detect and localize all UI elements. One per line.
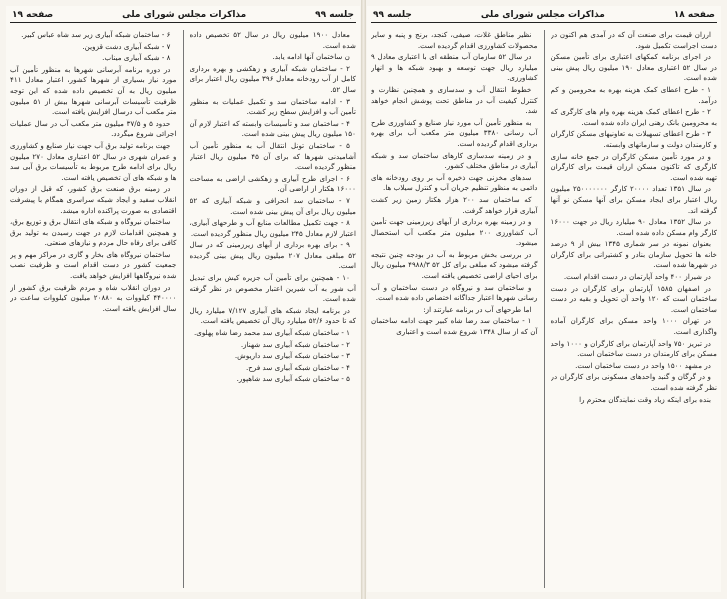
paragraph: ۵ - ساختمان تونل انتقال آب به منظور تأمین آب آشامیدنی شهرها که برای آن ۴۵ میلیون ریال اعتبار منظور گردیده است. <box>189 140 356 172</box>
paragraph: ۳ - ادامه ساختمان سد و تکمیل عملیات به منظور تأمین آب و افزایش سطح زیر کشت. <box>189 96 356 117</box>
paragraph: ۹ - برای بهره برداری از آبهای زیرزمینی که در سال ۵۲ مبلغی معادل ۲۰۷ میلیون ریال پیش بینی گردیده است. <box>189 240 356 271</box>
paragraph: ۶ - ساختمان شبکه آبیاری زیر سد شاه عباس کبیر. <box>21 30 171 39</box>
paragraph: ۱ - ساختمان سد رضا شاه کبیر جهت ادامه ساختمان آن که از سال ۱۳۴۸ شروع شده است و اعتباری <box>371 316 538 337</box>
text-column-right <box>190 30 357 588</box>
book-gutter <box>361 0 366 599</box>
paragraph: در شیراز ۴۰۰ واحد آپارتمان در دست اقدام است. <box>563 272 711 282</box>
paragraph: در زمینه برق صنعت برق کشور، که قبل از دوران انقلاب سفید و ایجاد شبکه سراسری همگام با پیشرفت اقتصادی به صورت پراکنده اداره میشد. <box>10 184 177 215</box>
paragraph: و در زمینه سدسازی کارهای ساختمان سد و شبکه آبیاری در مناطق مختلف کشور. <box>371 150 538 171</box>
page-number: صفحه ۱۹ <box>12 10 54 20</box>
paragraph: ۶ - اجرای طرح آبیاری و زهکشی اراضی به مساحت ۱۶۰۰۰ هکتار از اراضی آن. <box>189 173 356 194</box>
paragraph: ۱ - ساختمان شبکه آبیاری سد محمد رضا شاه پهلوی. <box>193 328 350 338</box>
paragraph: و در مورد تأمین مسکن کارگران در جمع خانه سازی کارگری که تاکنون مسکن ارزان قیمت برای کارگران تهیه شده است. <box>550 151 717 182</box>
paragraph: در اجرای برنامه کمکهای اعتباری برای تأمین مسکن در سال ۵۲ اعتباری معادل ۱۹۰ میلیون ریال پیش بینی شده است. <box>550 52 717 83</box>
session-label: جلسه ۹۹ <box>373 10 412 20</box>
page-19 <box>6 6 360 592</box>
paragraph: در مشهد ۱۵۰۰ واحد در دست ساختمان است. <box>575 360 711 370</box>
text-column-right <box>551 30 718 588</box>
paragraph: بعنوان نمونه در سر شماری ۱۳۴۵ بیش از ۹ درصد خانه ها تحویل سازمان بنادر و کشتیرانی برای کارگران در شهرها شده است. <box>550 239 717 270</box>
header-rule <box>371 22 717 23</box>
paragraph: ۸ - جهت تکمیل مطالعات منابع آب و طرحهای آبیاری، اعتبار لازم معادل ۲۴۵ میلیون ریال منظور گردیده است. <box>189 218 356 238</box>
paragraph: به منظور تأمین آب مورد نیاز صنایع و کشاورزی طرح آب رسانی ۳۳۸۰ میلیون متر مکعب آب برای بهره برداری اقدام گردیده است. <box>371 117 538 148</box>
text-column-left <box>371 30 538 588</box>
paragraph: و ساختمان سد و نیروگاه در دست ساختمان و آب رسانی شهرها اعتبار جداگانه اختصاص داده شده است. <box>371 282 538 303</box>
session-label: جلسه ۹۹ <box>315 10 354 20</box>
paragraph: در بررسی بخش مربوط به آب در بودجه چنین نتیجه گرفته میشود که مبلغی برای کل ۵۲ ۴۹۸۸/۳ میلیون ریال برای احیای اراضی تخصیص یافته است. <box>371 249 538 281</box>
paragraph: در تهران ۱۰۰۰ واحد مسکن برای کارگران آماده واگذاری است. <box>550 316 717 337</box>
paragraph: ۱۰ - همچنین برای تأمین آب جزیره کیش برای تبدیل آب شور به آب شیرین اعتبار مخصوص در نظر گرفته شده است. <box>189 273 356 304</box>
paragraph: در دوران انقلاب شاه و مردم ظرفیت برق کشور از ۴۴۰۰۰۰ کیلووات به ۲۰۸۸۰ میلیون کیلووات ساعت در سال افزایش یافته است. <box>10 282 177 313</box>
header-title: مذاکرات مجلس شورای ملی <box>122 10 247 20</box>
page-18 <box>367 6 721 592</box>
paragraph: ۸ - شبکه آبیاری میناب. <box>102 53 171 63</box>
paragraph: ن ساختمان آنها ادامه یابد. <box>272 52 350 62</box>
paragraph: ۴ - ساختمان شبکه آبیاری سد فرح. <box>245 362 350 372</box>
paragraph: معادل ۱۹۰۰ میلیون ریال در سال ۵۲ تخصیص داده شده است. <box>189 30 356 50</box>
page-header <box>6 6 360 24</box>
paragraph: ۲ - طرح اعطای کمک هزینه بهره وام های کارگری که به محرومین بانک رهنی ایران داده شده است. <box>550 107 717 127</box>
paragraph: حدود ۵ و ۳۷/۵ میلیون متر مکعب آب در سال عملیات اجرائی شروع میگردد. <box>10 118 177 139</box>
paragraph: در دوره برنامه آبرسانی شهرها به منظور تأمین آب مورد نیاز بسیاری از شهرها کشور، اعتبار معادل ۴۱۱ میلیون ریال به آن تخصیص داده شده که این توجه ظرفیت تأسیسات آبرسانی شهرها بیش از ۵۱ میلیون متر مکعب آب درسال افزایش یافته است. <box>10 64 177 117</box>
paragraph: ۷ - ساختمان سد انحرافی و شبکه آبیاری که ۵۲ میلیون ریال برای آن پیش بینی شده است. <box>189 195 356 216</box>
page-columns <box>371 30 717 588</box>
paragraph: ۲ - ساختمان شبکه آبیاری و زهکشی و بهره برداری کامل از آب رودخانه معادل ۳۹۶ میلیون ریال اعتبار برای سال ۵۲. <box>189 63 356 94</box>
paragraph: ساختمان نیروگاه و شبکه های انتقال برق و توزیع برق، و همچنین اقدامات لازم در جهت رسیدن به تولید برق کافی برای رفاه حال مردم و نیازهای صنعتی. <box>10 217 177 248</box>
paragraph: ۳ - ساختمان شبکه آبیاری سد داریوش. <box>234 351 350 361</box>
paragraph: در سال ۱۳۵۱ تعداد ۲۰۰۰۰ کارگر ۲۵۰۰۰۰۰۰۰ میلیون ریال اعتبار برای ایجاد مسکن برای آنها مسکن نو آنها گرفته اند. <box>550 184 717 215</box>
paragraph: ۱ - طرح اعطای کمک هزینه بهره به محرومین و کم درآمد. <box>550 84 717 105</box>
paragraph: در تبریز ۷۵۰ واحد آپارتمان برای کارگران و ۱۰۰۰ واحد مسکن برای کارمندان در دست ساختمان است. <box>550 338 717 359</box>
paragraph: بنده برای اینکه زیاد وقت نمایندگان محترم را <box>579 394 711 404</box>
page-columns <box>10 30 356 588</box>
paragraph: نظیر مناطق غلات، صیفی، کنجد، برنج و پنبه و سایر محصولات کشاورزی اقدام گردیده است. <box>371 30 538 50</box>
paragraph: در برنامه ایجاد شبکه های آبیاری ۷/۱۲۷ میلیارد ریال که تا حدود ۵۲/۶ میلیارد ریال آن تخصیص یافته است. <box>189 305 356 326</box>
paragraph: ارزان قیمت برای صنعت آن که در آمدی هم اکنون در دست اجراست تکمیل شود. <box>550 30 717 50</box>
paragraph: و در زمینه بهره برداری از آبهای زیرزمینی جهت تأمین آب کشاورزی ۲۰۰ میلیون متر مکعب آب استحصال میشود. <box>371 217 538 248</box>
paragraph: در سال ۱۳۵۲ معادل ۹۰ میلیارد ریال در جهت ۱۶۰۰۰ کارگر وام مسکن داده شده است. <box>550 217 717 237</box>
paragraph: ساختمان نیروگاه های بخار و گازی در مراکز مهم و پر جمعیت کشور در دست اقدام است و ظرفیت نصب شده نیروگاهها افزایش خواهد یافت. <box>10 249 177 281</box>
column-divider <box>183 30 184 588</box>
page-number: صفحه ۱۸ <box>673 10 715 20</box>
column-divider <box>544 30 545 588</box>
header-title: مذاکرات مجلس شورای ملی <box>480 10 605 20</box>
paragraph: ۳ - طرح اعطای تسهیلات به تعاونیهای مسکن کارگران و کارمندان دولت و سازمانهای وابسته. <box>550 129 717 149</box>
header-rule <box>10 22 356 23</box>
paragraph: سدهای مخزنی جهت ذخیره آب بر روی رودخانه های دائمی به منظور تنظیم جریان آب و کنترل سیلاب ها. <box>371 172 538 193</box>
text-column-left <box>10 30 177 588</box>
paragraph: ۵ - ساختمان شبکه آبیاری سد شاهپور. <box>236 374 350 384</box>
paragraph: اما طرحهای آب در برنامه عبارتند از: <box>423 304 532 314</box>
paragraph: در اصفهان ۱۵۸۵ آپارتمان برای کارگران در دست ساختمان است که ۱۲۰ واحد آن تحویل و بقیه در دست ساختمان است. <box>550 283 717 314</box>
paragraph: که ساختمان سد ۲۰۰ هزار هکتار زمین زیر کشت آبیاری قرار خواهد گرفت. <box>371 194 538 215</box>
paragraph: و در گرگان و گنبد واحدهای مسکونی برای کارگران در نظر گرفته شده است. <box>550 372 717 392</box>
paragraph: ۴ - ساختمان سد و تأسیسات وابسته که اعتبار لازم آن ۱۵۰ میلیون ریال پیش بینی شده است. <box>189 118 356 139</box>
paragraph: ۲ - ساختمان شبکه آبیاری سد شهناز. <box>240 339 350 349</box>
page-header <box>367 6 721 24</box>
paragraph: ۷ - شبکه آبیاری دشت قزوین. <box>82 41 171 51</box>
paragraph: در سال ۵۲ سازمان آب منطقه ای با اعتباری معادل ۹ میلیارد ریال جهت توسعه و بهبود شبکه ها و انهار کشاورزی. <box>371 52 538 83</box>
paragraph: جهت برنامه تولید برق آب جهت نیاز صنایع و کشاورزی و عمران شهری در سال ۵۲ اعتباری معادل ۲۷۰ میلیون ریال برای ادامه طرح مربوط به تأسیسات برق آبی سد ها و شبکه های آن تخصیص یافته است. <box>10 140 177 182</box>
paragraph: خطوط انتقال آب و سدسازی و همچنین نظارت و کنترل کیفیت آب در مناطق تحت پوشش انجام خواهد شد. <box>371 84 538 116</box>
